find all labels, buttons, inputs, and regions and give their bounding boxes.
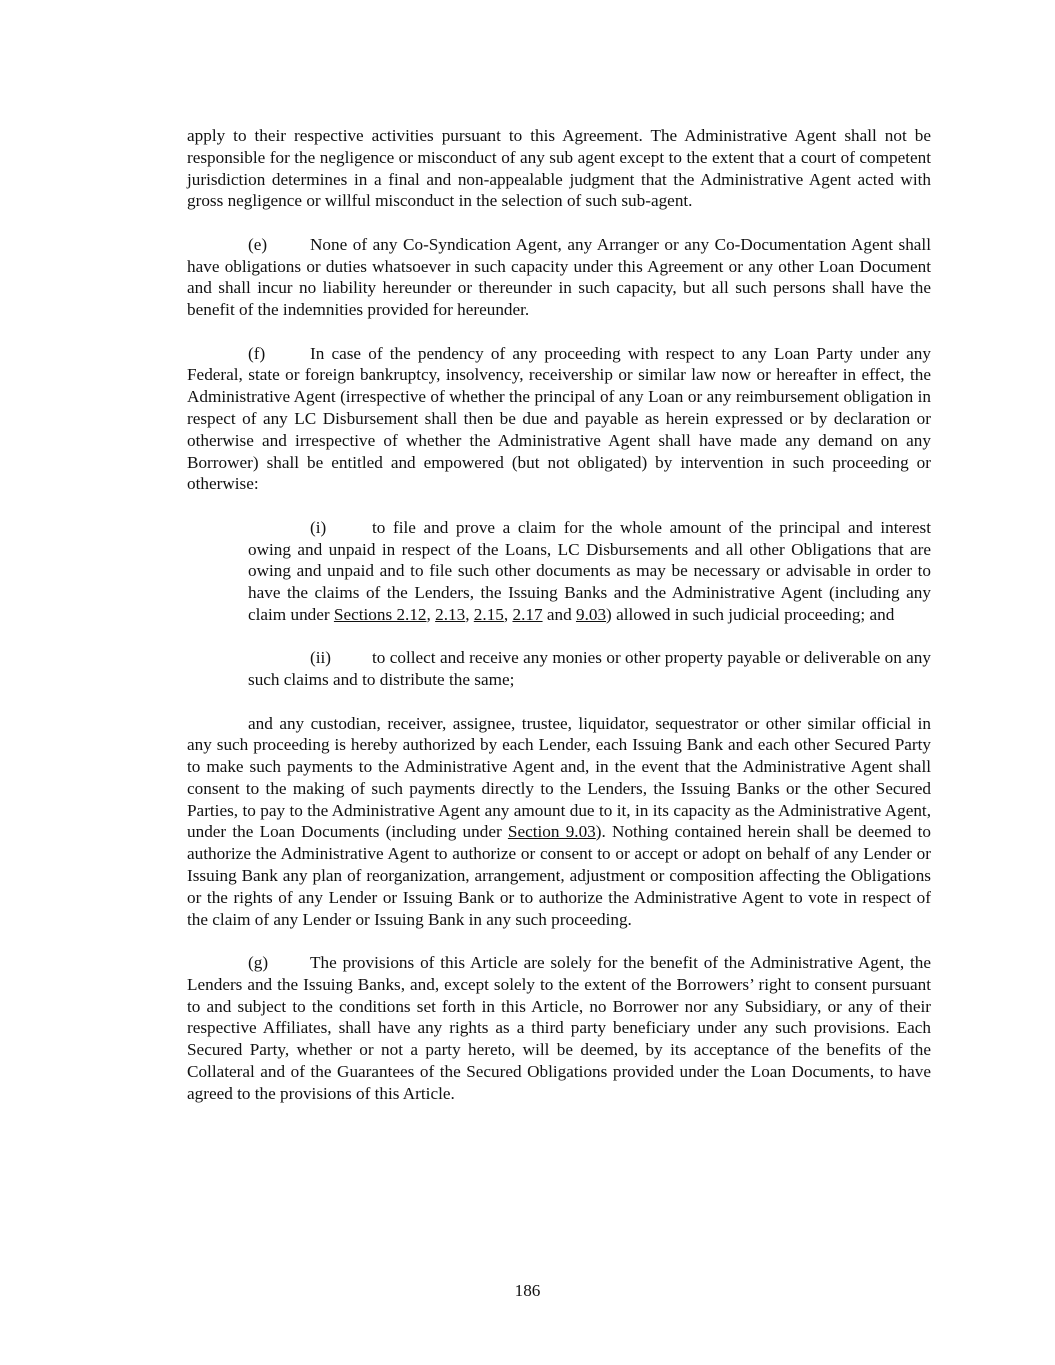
cross-reference-2-13: 2.13 (435, 604, 466, 624)
paragraph-i (248, 517, 931, 626)
cross-reference-2-15: 2.15 (473, 604, 504, 624)
paragraph-g (187, 952, 931, 1105)
paragraph-f (187, 343, 931, 496)
separator: , (426, 604, 436, 624)
clause-text-i-part2: ) allowed in such judicial proceeding; and (606, 604, 895, 624)
separator: , (503, 604, 513, 624)
clause-text-f: In case of the pendency of any proceeding with respect to any Loan Party under any Federal, state or foreign bankruptcy, insolvency, receivership or similar law now or hereafter in effect, the Administrative Agent (irrespective of whether the principal of any Loan or any reimbursement obligation in respect of any LC Disbursement shall then be due and payable as herein expressed or by declaration or otherwise and irrespective of whether the Administrative Agent shall have made any demand on any Borrower) shall be entitled and empowered (but not obligated) by intervention in such proceeding or otherwise: (187, 343, 931, 494)
clause-label-g: (g) (248, 953, 269, 973)
cross-reference-2-17: 2.17 (512, 604, 543, 624)
page-number: 186 (514, 1281, 541, 1300)
cross-reference-9-03: 9.03 (575, 604, 607, 624)
cross-reference-section-9-03: Section 9.03 (507, 822, 596, 842)
clause-text-e: None of any Co-Syndication Agent, any Arranger or any Co-Documentation Agent shall have obligations or duties whatsoever in such capacity under this Agreement or any other Loan Document and shall incur no liability hereunder or thereunder in such capacity, but all such persons shall have the benefit of the indemnities provided for hereunder. (187, 234, 931, 320)
clause-text-i-part1: to file and prove a claim for the whole amount of the principal and interest owing and unpaid in respect of the Loans, LC Disbursements and all other Obligations that are owing and unpaid and to file such other documents as may be necessary or advisable in order to have the claims of the Lenders, the Issuing Banks and the Administrative Agent (including any claim under (248, 517, 931, 624)
conjunction: and (542, 604, 576, 624)
continuation-text-part2: ). Nothing contained herein shall be deemed to authorize the Administrative Agent to authorize or consent to or accept or adopt on behalf of any Lender or Issuing Bank any plan of reorganization, arrangement, adjustment or composition affecting the Obligations or the rights of any Lender or Issuing Bank or to authorize the Administrative Agent to vote in respect of the claim of any Lender or Issuing Bank in any such proceeding. (187, 822, 932, 929)
clause-label-f: (f) (248, 343, 266, 363)
separator: , (465, 604, 474, 624)
clause-text-g: The provisions of this Article are solely for the benefit of the Administrative Agent, the Lenders and the Issuing Banks, and, except solely to the extent of the Borrowers’ right to consent pursuant to and subject to the conditions set forth in this Article, no Borrower nor any Subsidiary, or any of their respective Affiliates, shall have any rights as a third party beneficiary under any such provisions. Each Secured Party, whether or not a party hereto, will be deemed, by its acceptance of the benefits of the Collateral and of the Guarantees of the Secured Obligations provided under the Loan Documents, to have agreed to the provisions of this Article. (187, 953, 931, 1103)
clause-label-ii: (ii) (310, 648, 331, 668)
paragraph-continuation (187, 713, 931, 931)
clause-label-e: (e) (248, 234, 268, 254)
paragraph-ii (248, 647, 931, 691)
continuation-text-part1: and any custodian, receiver, assignee, trustee, liquidator, sequestrator or other similar official in any such proceeding is hereby authorized by each Lender, each Issuing Bank and each other Secured Party to make such payments to the Administrative Agent and, in the event that the Administrative Agent shall consent to the making of such payments directly to the Lenders, the Issuing Banks or the other Secured Parties, to pay to the Administrative Agent any amount due to it, in its capacity as the Administrative Agent, under the Loan Documents (including under (187, 713, 931, 842)
clause-label-i: (i) (310, 517, 327, 537)
cross-reference-sections-2-12: Sections 2.12 (333, 604, 427, 624)
document-body (187, 125, 931, 1126)
paragraph-e (187, 234, 931, 321)
clause-text-ii: to collect and receive any monies or other property payable or deliverable on any such claims and to distribute the same; (248, 648, 931, 690)
paragraph-intro: apply to their respective activities pursuant to this Agreement. The Administrative Agent shall not be responsible for the negligence or misconduct of any sub agent except to the extent that a court of competent jurisdiction determines in a final and non-appealable judgment that the Administrative Agent acted with gross negligence or willful misconduct in the selection of such sub-agent. (187, 126, 931, 211)
